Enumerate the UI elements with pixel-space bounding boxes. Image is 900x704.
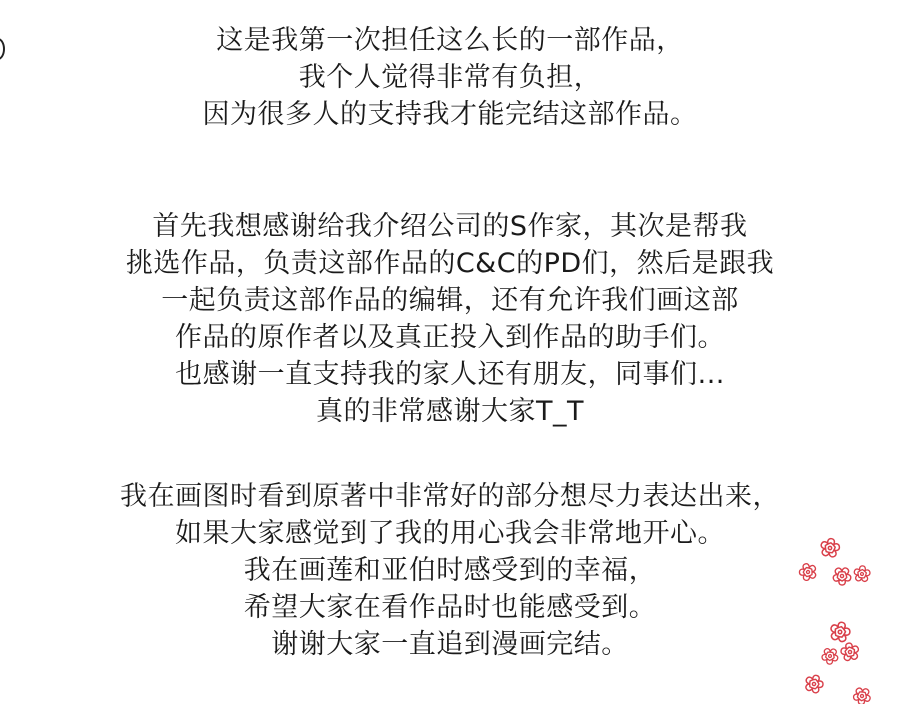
text-line: 这是我第一次担任这么长的一部作品， (216, 25, 684, 56)
text-line: 如果大家感觉到了我的用心我会非常地开心。 (175, 518, 725, 549)
sakura-flower-icon (853, 565, 872, 583)
sakura-flower-icon (818, 537, 841, 559)
sakura-flower-icon (850, 684, 874, 704)
text-line: 我在画图时看到原著中非常好的部分想尽力表达出来， (120, 481, 780, 512)
sakura-flower-icon (802, 672, 826, 696)
text-line: 真的非常感谢大家T_T (316, 396, 584, 427)
sakura-flower-icon (829, 563, 855, 589)
sakura-flower-icon-group (797, 537, 875, 704)
text-line: 谢谢大家一直追到漫画完结。 (271, 629, 629, 660)
paragraph-thanks (0, 208, 900, 430)
text-line: 也感谢一直支持我的家人还有朋友，同事们... (175, 359, 725, 390)
text-line: 我个人觉得非常有负担， (298, 62, 602, 93)
text-line: 因为很多人的支持我才能完结这部作品。 (202, 99, 698, 130)
text-line: 希望大家在看作品时也能感受到。 (243, 592, 657, 623)
text-line: 一起负责这部作品的编辑，还有允许我们画这部 (161, 285, 739, 316)
sakura-flower-icon (818, 644, 842, 668)
text-line: 挑选作品，负责这部作品的C&C的PD们，然后是跟我 (125, 248, 775, 279)
paragraph-intro (0, 22, 900, 133)
text-line: 首先我想感谢给我介绍公司的S作家，其次是帮我 (152, 211, 748, 242)
sakura-flower-icon (797, 561, 820, 583)
sakura-flowers-decoration (790, 528, 900, 704)
text-line: 作品的原作者以及真正投入到作品的助手们。 (175, 322, 725, 353)
text-line: 我在画莲和亚伯时感受到的幸福， (243, 555, 657, 586)
sakura-flower-icon (839, 641, 861, 662)
sakura-flower-icon (827, 620, 852, 645)
paragraph-closing (0, 478, 900, 663)
